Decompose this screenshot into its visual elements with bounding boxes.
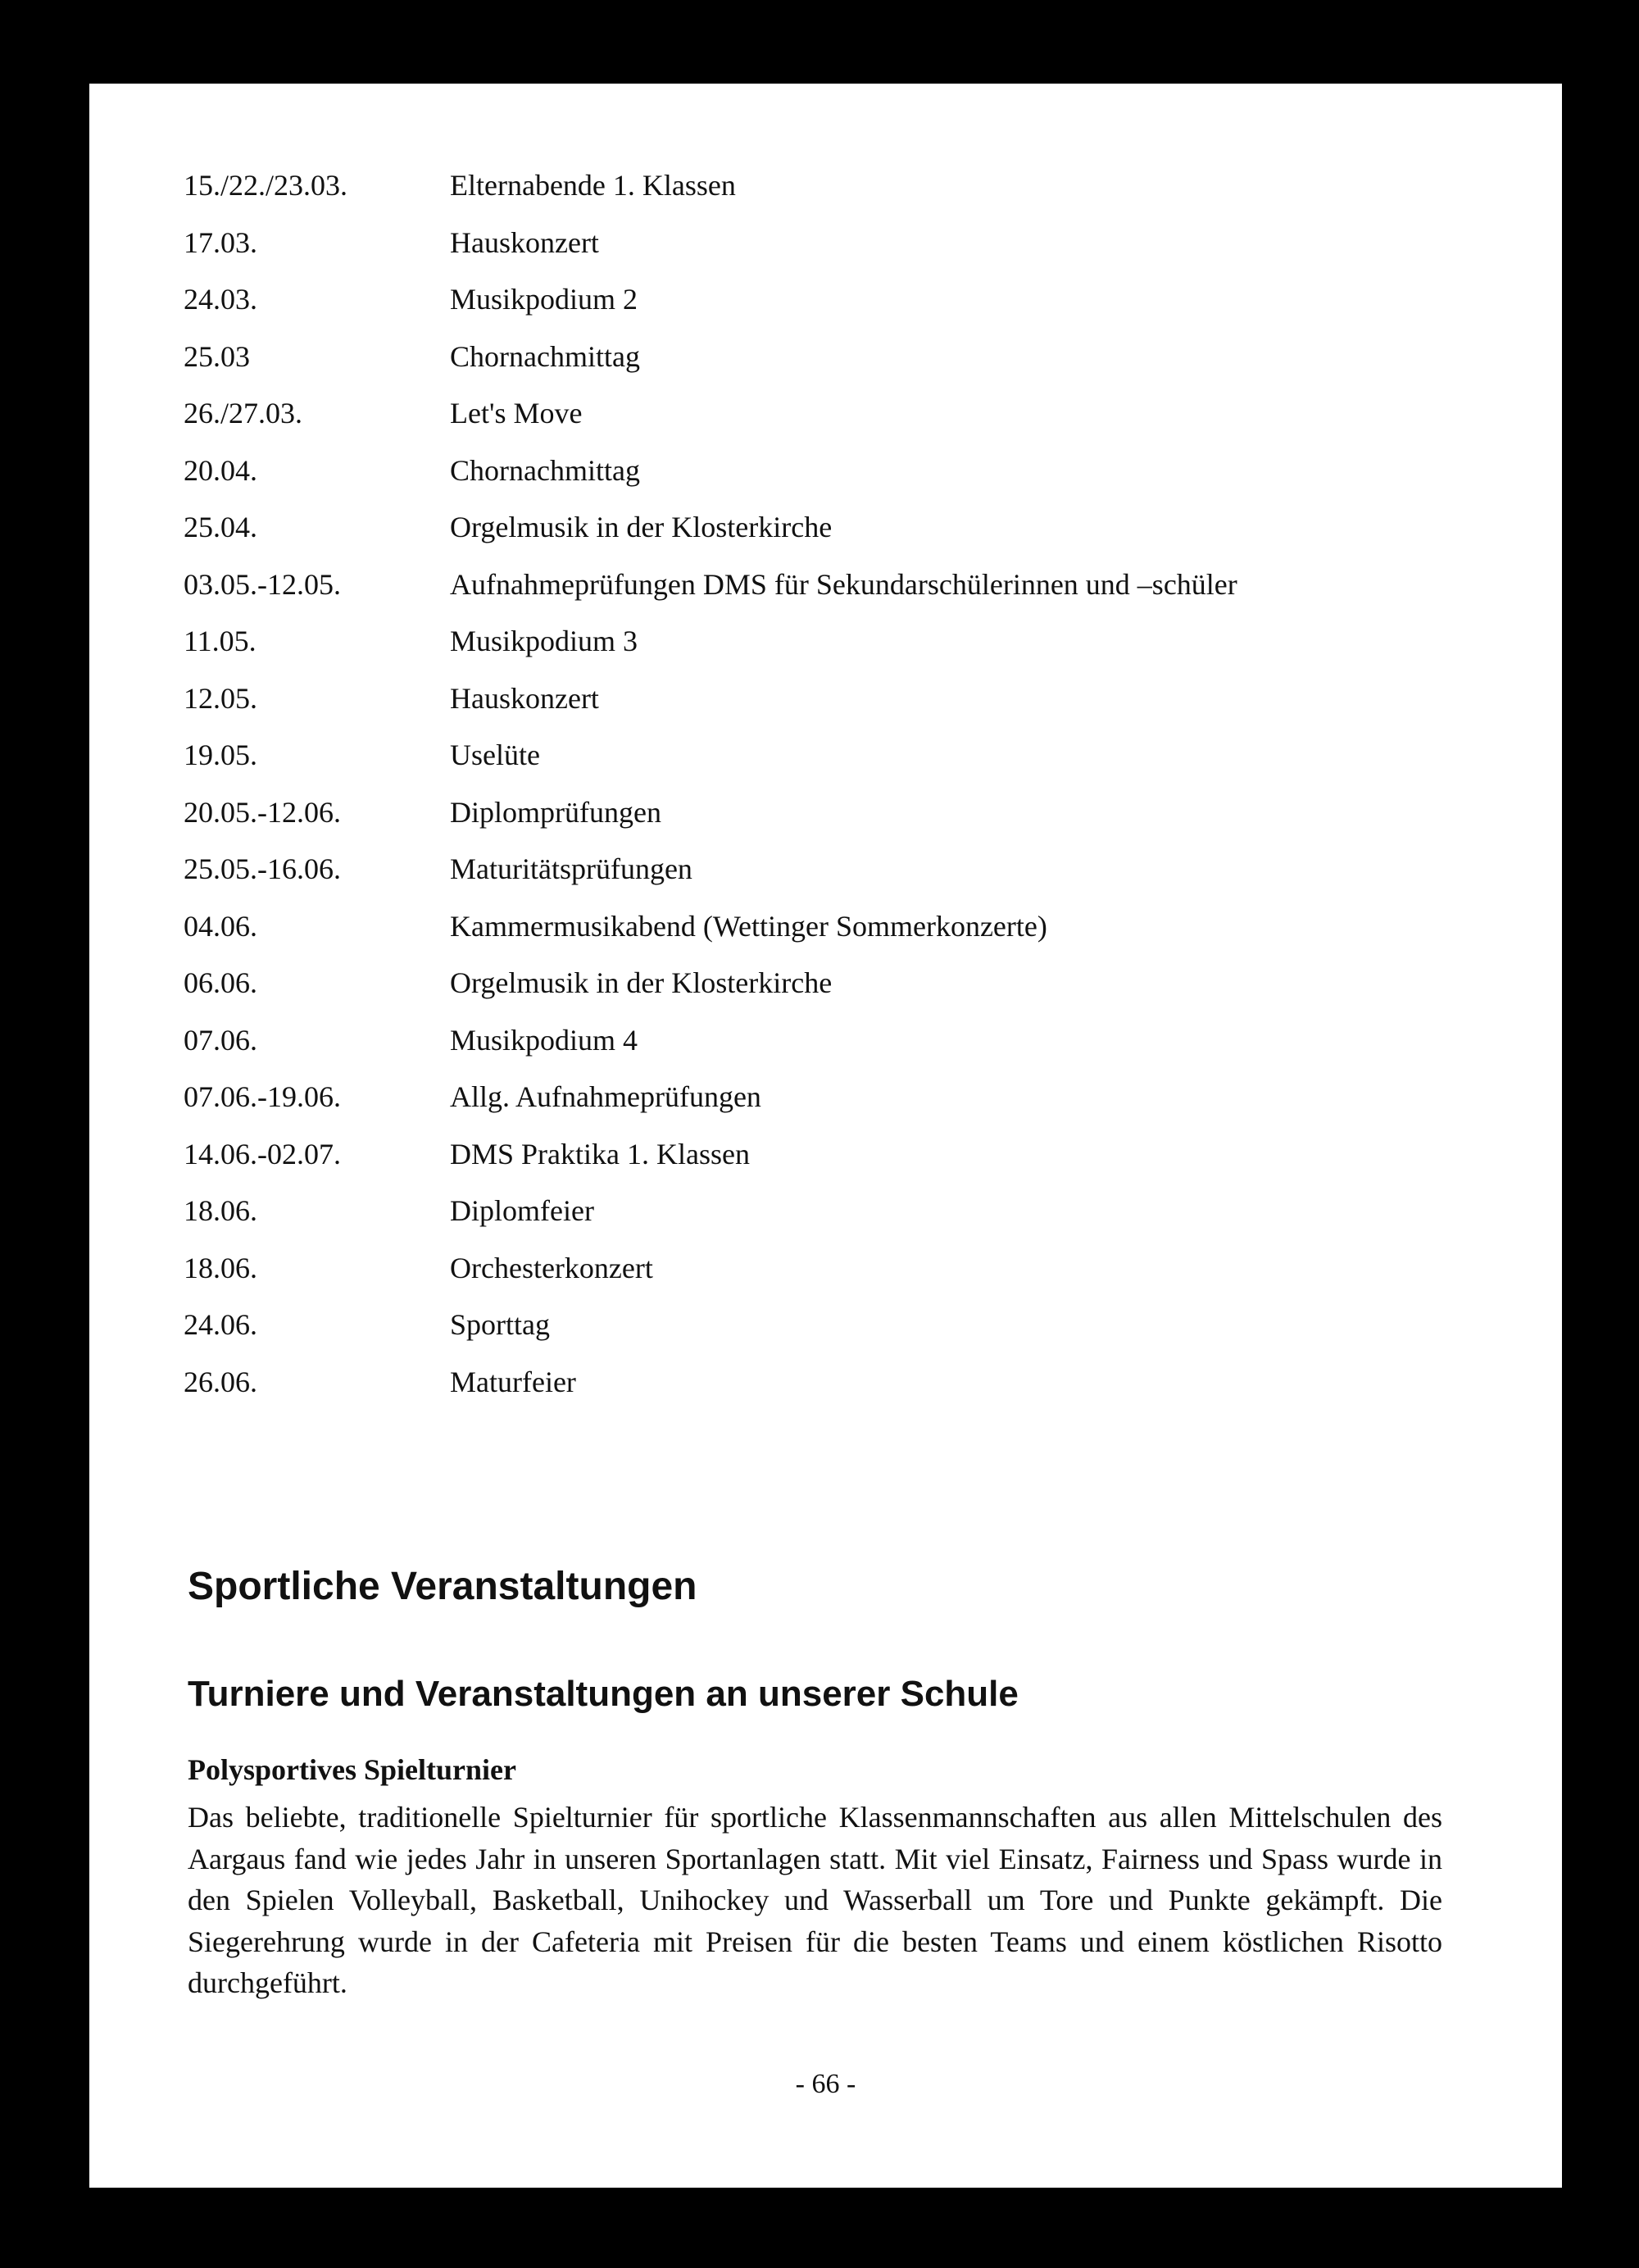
- page-number: - 66 -: [795, 2069, 856, 2099]
- schedule-event: Hauskonzert: [450, 681, 599, 715]
- schedule-row: [184, 739, 1495, 796]
- schedule-event: Let's Move: [450, 397, 583, 430]
- schedule-event: Aufnahmeprüfungen DMS für Sekundarschülerinnen und –schüler: [450, 567, 1237, 601]
- schedule-date: 24.03.: [184, 283, 257, 316]
- schedule-date: 20.05.-12.06.: [184, 795, 341, 829]
- event-schedule: [184, 169, 1495, 1422]
- schedule-row: [184, 682, 1495, 739]
- schedule-event: Musikpodium 2: [450, 283, 638, 316]
- schedule-event: Orgelmusik in der Klosterkirche: [450, 966, 833, 999]
- schedule-row: [184, 852, 1495, 910]
- schedule-date: 07.06.-19.06.: [184, 1080, 341, 1113]
- schedule-row: [184, 1024, 1495, 1081]
- article-title: Polysportives Spielturnier: [188, 1753, 516, 1786]
- schedule-event: Chornachmittag: [450, 339, 640, 373]
- schedule-row: [184, 340, 1495, 398]
- subsection-heading: Turniere und Veranstaltungen an unserer Schule: [188, 1674, 1019, 1714]
- schedule-row: [184, 966, 1495, 1024]
- schedule-date: 19.05.: [184, 739, 257, 771]
- document-page: [89, 84, 1562, 2188]
- schedule-event: Maturfeier: [450, 1365, 576, 1398]
- schedule-event: Uselüte: [450, 739, 540, 771]
- schedule-event: Maturitätsprüfungen: [450, 852, 692, 885]
- schedule-date: 14.06.-02.07.: [184, 1137, 341, 1170]
- schedule-event: Orgelmusik in der Klosterkirche: [450, 511, 833, 543]
- schedule-date: 25.04.: [184, 511, 257, 543]
- schedule-row: [184, 625, 1495, 682]
- schedule-date: 17.03.: [184, 225, 257, 259]
- schedule-date: 15./22./23.03.: [184, 169, 348, 202]
- schedule-row: [184, 1308, 1495, 1366]
- section-heading: Sportliche Veranstaltungen: [188, 1565, 697, 1608]
- schedule-date: 06.06.: [184, 966, 257, 999]
- schedule-event: Hauskonzert: [450, 225, 599, 259]
- schedule-date: 18.06.: [184, 1251, 257, 1284]
- schedule-row: [184, 511, 1495, 568]
- schedule-date: 11.05.: [184, 625, 257, 657]
- schedule-row: [184, 1366, 1495, 1423]
- schedule-event: Chornachmittag: [450, 453, 640, 487]
- schedule-date: 20.04.: [184, 453, 257, 487]
- schedule-row: [184, 568, 1495, 625]
- schedule-event: Diplomprüfungen: [450, 795, 661, 829]
- schedule-date: 12.05.: [184, 681, 257, 715]
- schedule-date: 07.06.: [184, 1023, 257, 1057]
- schedule-row: [184, 796, 1495, 853]
- schedule-event: Kammermusikabend (Wettinger Sommerkonzerte): [450, 909, 1047, 943]
- schedule-event: Orchesterkonzert: [450, 1251, 653, 1284]
- schedule-row: [184, 397, 1495, 454]
- schedule-date: 26./27.03.: [184, 397, 303, 430]
- schedule-row: [184, 283, 1495, 340]
- schedule-row: [184, 910, 1495, 967]
- schedule-row: [184, 1080, 1495, 1138]
- schedule-row: [184, 1194, 1495, 1252]
- schedule-event: Sporttag: [450, 1308, 550, 1341]
- schedule-date: 18.06.: [184, 1194, 257, 1227]
- schedule-event: Elternabende 1. Klassen: [450, 169, 736, 202]
- schedule-event: Allg. Aufnahmeprüfungen: [450, 1080, 761, 1113]
- schedule-date: 25.03: [184, 339, 250, 373]
- schedule-row: [184, 1138, 1495, 1195]
- schedule-row: [184, 454, 1495, 511]
- schedule-date: 24.06.: [184, 1308, 257, 1341]
- schedule-row: [184, 226, 1495, 284]
- schedule-row: [184, 169, 1495, 226]
- schedule-date: 03.05.-12.05.: [184, 567, 341, 601]
- schedule-event: Musikpodium 3: [450, 625, 638, 657]
- schedule-date: 25.05.-16.06.: [184, 852, 341, 885]
- schedule-date: 04.06.: [184, 909, 257, 943]
- schedule-event: DMS Praktika 1. Klassen: [450, 1137, 750, 1170]
- schedule-date: 26.06.: [184, 1365, 257, 1398]
- schedule-event: Diplomfeier: [450, 1194, 594, 1227]
- schedule-event: Musikpodium 4: [450, 1023, 638, 1057]
- article-body: Das beliebte, traditionelle Spielturnier für sportliche Klassenmannschaften aus allen Mittelschulen des Aargaus fand wie jedes Jahr in unseren Sportanlagen statt. Mit viel Einsatz, Fairness und Spass wurde in den Spielen Volleyball, Basketball, Unihockey und Wasserball um Tore und Punkte gekämpft. Die Siegerehrung wurde in der Cafeteria mit Preisen für die besten Teams und einem köstlichen Risotto durchgeführt.: [188, 1801, 1442, 1999]
- schedule-row: [184, 1252, 1495, 1309]
